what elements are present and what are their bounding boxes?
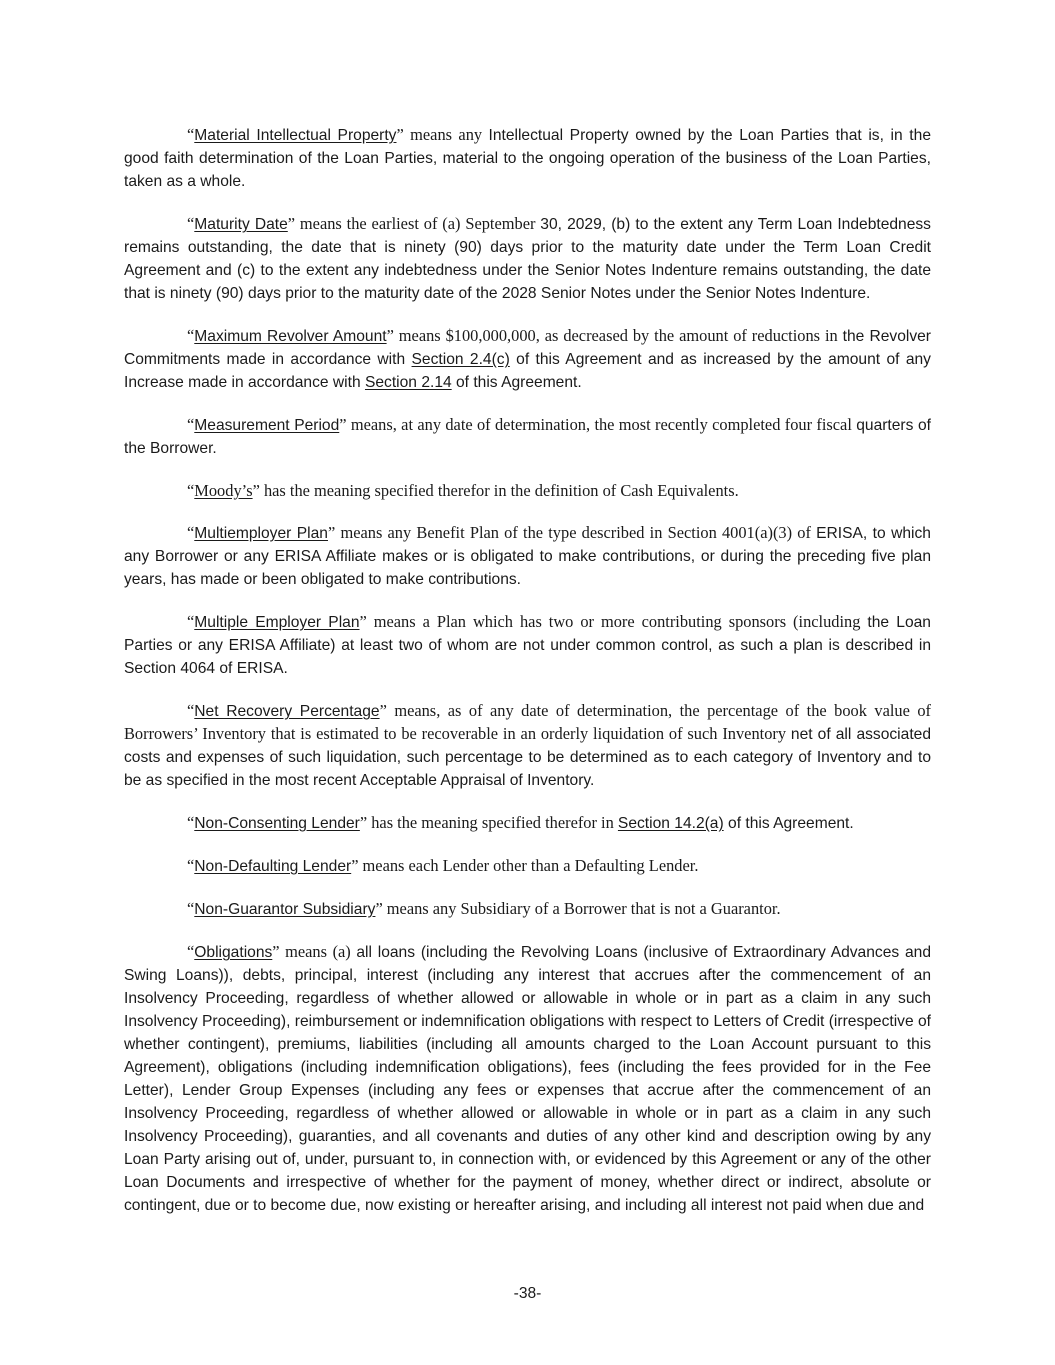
open-quote: “ — [187, 523, 195, 542]
section-reference-link[interactable]: Section 2.4(c) — [411, 351, 510, 368]
definition-text: ERISA, to which any Borrower or any ERISA Affiliate makes or is obligated to make contributions, or during the preceding five plan years, has made or been obligated to make contributions. — [124, 525, 931, 588]
definition-lead: ” means, as of any date of determination, the percentage of the book value of Borrowers’ Inventory that is estimated to be recoverable in an orderly liquidation of such Inventory — [124, 701, 931, 743]
defined-term: Multiple Employer Plan — [194, 614, 360, 631]
definition-lead: ” has the meaning specified therefor in — [359, 813, 618, 832]
definition-material-intellectual-property — [124, 124, 931, 193]
open-quote: “ — [187, 326, 195, 345]
open-quote: “ — [187, 813, 195, 832]
definition-lead: ” means the earliest of (a) September — [287, 214, 541, 233]
definition-lead: ” means any Subsidiary of a Borrower that is not a Guarantor. — [375, 899, 781, 918]
definition-text: quarters of the Borrower. — [124, 417, 931, 457]
definition-lead: ” means a Plan which has two or more contributing sponsors (including — [359, 612, 868, 631]
defined-term: Obligations — [194, 944, 273, 961]
definition-text: of this Agreement and as increased by the amount of any Increase made in accordance with — [124, 351, 931, 391]
open-quote: “ — [187, 899, 195, 918]
defined-term: Multiemployer Plan — [194, 525, 328, 542]
definition-lead: ” means, at any date of determination, the most recently completed four fiscal — [339, 415, 857, 434]
definition-maturity-date — [124, 213, 931, 305]
definition-net-recovery-percentage — [124, 700, 931, 792]
definition-text: 30, 2029, (b) to the extent any Term Loan Indebtedness remains outstanding, the date that is ninety (90) days prior to the maturity date under the Term Loan Credit Agreement and (c) to the extent any indebtedness under the Senior Notes Indenture remains outstanding, the date that is ninety (90) days prior to the maturity date of the 2028 Senior Notes under the Senior Notes Indenture. — [124, 216, 931, 302]
definition-multiemployer-plan — [124, 522, 931, 591]
section-reference-link[interactable]: Section 14.2(a) — [617, 815, 724, 832]
defined-term: Net Recovery Percentage — [194, 703, 380, 720]
definition-moodys — [124, 480, 931, 502]
definition-obligations — [124, 941, 931, 1217]
definition-non-defaulting-lender — [124, 855, 931, 878]
definition-lead: ” means any — [396, 125, 489, 144]
defined-term: Measurement Period — [194, 417, 340, 434]
definition-text: net of all associated costs and expenses of such liquidation, such percentage to be determined as to each category of Inventory and to be as specified in the most recent Acceptable Appraisal of Inventory. — [124, 726, 932, 789]
definition-text: Intellectual Property owned by the Loan Parties that is, in the good faith determination of the Loan Parties, material to the ongoing operation of the business of the Loan Parties, taken as a whole. — [124, 127, 931, 190]
defined-term: Moody’s — [194, 481, 253, 500]
definition-lead: ” has the meaning specified therefor in the definition of Cash Equivalents. — [252, 481, 739, 500]
definition-text: of this Agreement. — [451, 374, 582, 391]
open-quote: “ — [187, 214, 195, 233]
open-quote: “ — [187, 856, 195, 875]
definition-text: all loans (including the Revolving Loans (inclusive of Extraordinary Advances and Swing Loans)), debts, principal, interest (including any interest that accrues after the commencement of an Insolvency Proceeding, regardless of whether allowed or allowable in whole or in part as a claim in any such Insolvency Proceeding), reimbursement or indemnification obligations with respect to Letters of Credit (irrespective of whether contingent), premiums, liabilities (including all amounts charged to the Loan Account pursuant to this Agreement), obligations (including indemnification obligations), fees (including the fees provided for in the Fee Letter), Lender Group Expenses (including any fees or expenses that accrue after the commencement of an Insolvency Proceeding, regardless of whether allowed or allowable in whole or in part as a claim in any such Insolvency Proceeding), guaranties, and all covenants and duties of any other kind and description owing by any Loan Party arising out of, under, pursuant to, in connection with, or evidenced by this Agreement or any of the other Loan Documents and irrespective of whether for the payment of money, whether direct or indirect, absolute or contingent, due or to become due, now existing or hereafter arising, and including all interest not paid when due and — [124, 944, 931, 1214]
open-quote: “ — [187, 415, 195, 434]
definition-lead: ” means $100,000,000, as decreased by the amount of reductions in — [386, 326, 843, 345]
open-quote: “ — [187, 701, 195, 720]
definition-lead: ” means any Benefit Plan of the type described in Section 4001(a)(3) of — [327, 523, 817, 542]
section-reference-link[interactable]: Section 2.14 — [364, 374, 452, 391]
open-quote: “ — [187, 481, 195, 500]
defined-term: Non-Guarantor Subsidiary — [194, 901, 376, 918]
definition-measurement-period — [124, 414, 931, 460]
defined-term: Non-Defaulting Lender — [194, 858, 352, 875]
open-quote: “ — [187, 612, 195, 631]
definition-text: the Revolver Commitments made in accordance with — [124, 328, 932, 368]
definition-maximum-revolver-amount — [124, 325, 931, 394]
open-quote: “ — [187, 942, 195, 961]
page-number: -38- — [513, 1285, 542, 1302]
definition-non-guarantor-subsidiary — [124, 898, 931, 921]
open-quote: “ — [187, 125, 195, 144]
definition-multiple-employer-plan — [124, 611, 931, 680]
defined-term: Material Intellectual Property — [194, 127, 397, 144]
definition-non-consenting-lender — [124, 812, 931, 835]
definition-text: of this Agreement. — [723, 815, 854, 832]
definition-text: the Loan Parties or any ERISA Affiliate) at least two of whom are not under common control, as such a plan is described in Section 4064 of ERISA. — [124, 614, 931, 677]
definition-lead: ” means (a) — [272, 942, 357, 961]
defined-term: Maximum Revolver Amount — [194, 328, 387, 345]
definition-lead: ” means each Lender other than a Defaulting Lender. — [351, 856, 699, 875]
document-body — [124, 124, 931, 1237]
defined-term: Maturity Date — [194, 216, 288, 233]
defined-term: Non-Consenting Lender — [194, 815, 360, 832]
